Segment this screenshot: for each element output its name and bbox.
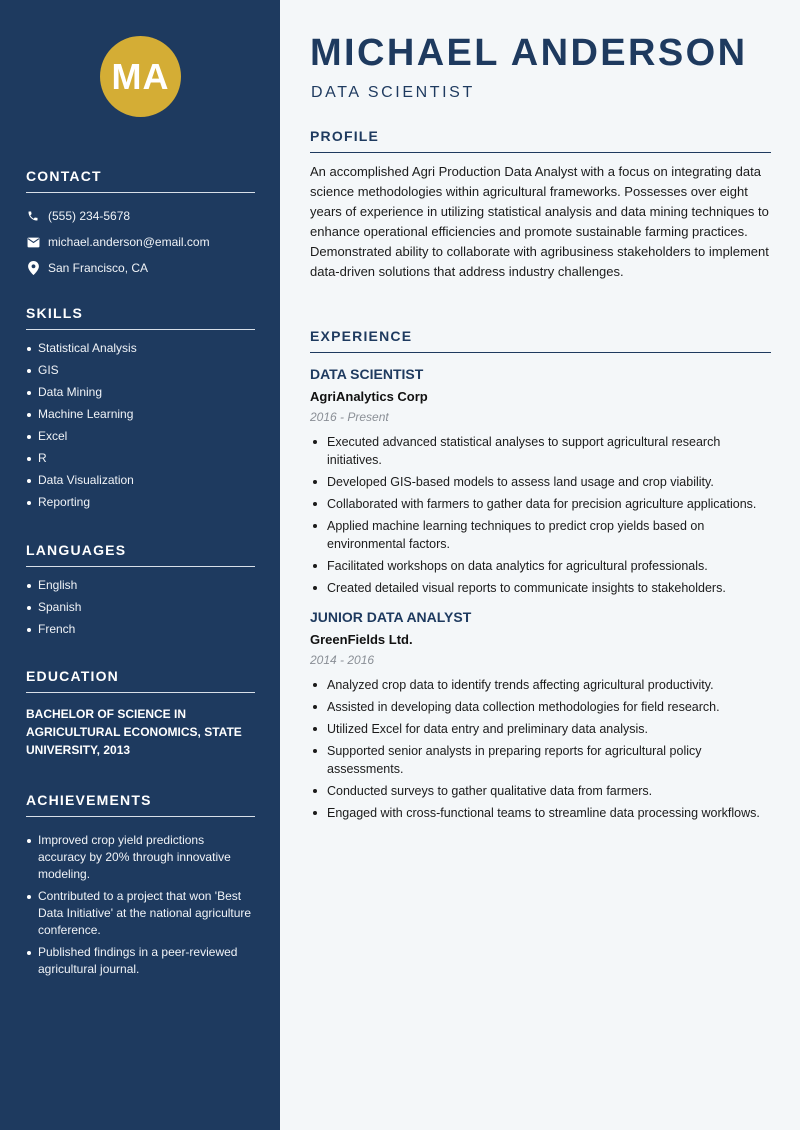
email-icon (26, 235, 40, 249)
job-bullet: Supported senior analysts in preparing reports for agricultural policy assessments. (310, 742, 771, 778)
experience-heading: EXPERIENCE (310, 328, 771, 353)
profile-section (310, 128, 771, 282)
job-title: DATA SCIENTIST (310, 366, 424, 382)
job-bullet: Engaged with cross-functional teams to streamline data processing workflows. (310, 804, 771, 822)
contact-section (26, 168, 255, 281)
avatar (100, 36, 181, 117)
job-bullet: Conducted surveys to gather qualitative data from farmers. (310, 782, 771, 800)
skill-item: Data Mining (26, 384, 255, 401)
job-bullet: Analyzed crop data to identify trends affecting agricultural productivity. (310, 676, 771, 694)
education-degree: BACHELOR OF SCIENCE IN AGRICULTURAL ECONOMICS, STATE UNIVERSITY, 2013 (26, 707, 242, 757)
skills-heading: SKILLS (26, 305, 255, 330)
achievements-section (26, 792, 255, 983)
language-item: French (26, 621, 255, 638)
job-title: JUNIOR DATA ANALYST (310, 609, 472, 625)
job-company: AgriAnalytics Corp (310, 389, 428, 404)
job-entry (310, 609, 771, 822)
job-company: GreenFields Ltd. (310, 632, 413, 647)
job-bullet: Applied machine learning techniques to predict crop yields based on environmental factors. (310, 517, 771, 553)
languages-heading: LANGUAGES (26, 542, 255, 567)
profile-heading: PROFILE (310, 128, 771, 153)
contact-email (26, 229, 255, 255)
sidebar (0, 0, 280, 1130)
location-text: San Francisco, CA (48, 261, 149, 275)
achievement-item: Published findings in a peer-reviewed agricultural journal. (26, 944, 255, 978)
job-bullet: Collaborated with farmers to gather data for precision agriculture applications. (310, 495, 771, 513)
achievement-item: Contributed to a project that won 'Best Data Initiative' at the national agriculture conference. (26, 888, 255, 939)
language-item: Spanish (26, 599, 255, 616)
skill-item: Machine Learning (26, 406, 255, 423)
location-pin-icon (26, 261, 40, 275)
skill-item: Reporting (26, 494, 255, 511)
job-bullet: Developed GIS-based models to assess land usage and crop viability. (310, 473, 771, 491)
job-bullet: Utilized Excel for data entry and preliminary data analysis. (310, 720, 771, 738)
skill-item: Excel (26, 428, 255, 445)
achievement-item: Improved crop yield predictions accuracy by 20% through innovative modeling. (26, 832, 255, 883)
skill-item: R (26, 450, 255, 467)
education-heading: EDUCATION (26, 668, 255, 693)
job-dates: 2014 - 2016 (310, 653, 375, 667)
job-entry (310, 366, 771, 597)
contact-heading: CONTACT (26, 168, 255, 193)
profile-text: An accomplished Agri Production Data Analyst with a focus on integrating data science methodologies within agricultural frameworks. Possesses over eight years of experience in utilizing statistical analysis and data mining techniques to enhance operational efficiencies and promote sustainable farming practices. Demonstrated ability to collaborate with agribusiness stakeholders to implement data-driven solutions that address industry challenges. (310, 164, 769, 279)
email-text: michael.anderson@email.com (48, 235, 210, 249)
contact-phone (26, 203, 255, 229)
languages-section (26, 542, 255, 643)
candidate-role: DATA SCIENTIST (311, 84, 475, 101)
job-dates: 2016 - Present (310, 410, 389, 424)
phone-icon (26, 209, 40, 223)
candidate-name: MICHAEL ANDERSON (310, 32, 748, 74)
job-bullet: Assisted in developing data collection methodologies for field research. (310, 698, 771, 716)
contact-location (26, 255, 255, 281)
achievements-heading: ACHIEVEMENTS (26, 792, 255, 817)
phone-text: (555) 234-5678 (48, 209, 131, 223)
main-content (280, 0, 800, 1130)
language-item: English (26, 577, 255, 594)
job-bullet: Executed advanced statistical analyses to support agricultural research initiatives. (310, 433, 771, 469)
skills-section (26, 305, 255, 516)
job-bullet: Created detailed visual reports to communicate insights to stakeholders. (310, 579, 771, 597)
experience-section (310, 328, 771, 826)
avatar-initials: MA (111, 55, 170, 97)
skill-item: Statistical Analysis (26, 340, 255, 357)
education-section (26, 668, 255, 759)
skill-item: Data Visualization (26, 472, 255, 489)
job-bullet: Facilitated workshops on data analytics for agricultural professionals. (310, 557, 771, 575)
skill-item: GIS (26, 362, 255, 379)
